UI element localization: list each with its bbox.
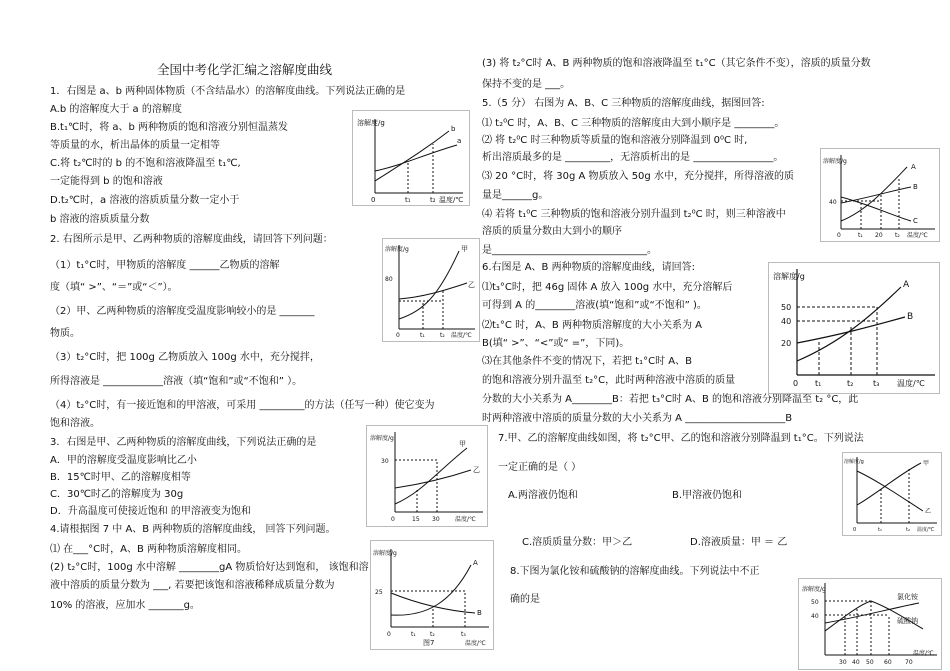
tick: t₁: [858, 232, 863, 239]
q3-option-c: C．30℃时乙的溶解度为 30g: [50, 489, 184, 500]
graph-q5-xlabel: 温度/℃: [907, 232, 928, 239]
q6-part1-cont: 可得到 A 的________溶液(填“饱和”或“不饱和” )。: [482, 300, 707, 311]
tick: 30: [381, 458, 389, 465]
tick: t₁: [411, 631, 416, 638]
series-label: C: [913, 217, 918, 225]
tick: t₁: [405, 196, 411, 204]
graph-q8-xlabel: 温度/℃: [913, 650, 934, 657]
series-label: 甲: [461, 245, 468, 253]
q5-part4-cont: 溶质的质量分数由大到小的顺序: [482, 226, 622, 237]
graph-q4: [370, 540, 494, 650]
graph-q5-ylabel: 溶解度/g: [823, 158, 847, 165]
graph-q8-ylabel: 溶解度/g: [802, 586, 826, 593]
q2-part1-cont: 度（填“ >”、“＝”或“＜”）。: [50, 282, 178, 293]
tick: t₃: [461, 631, 466, 638]
q7-option-b: B.甲溶液仍饱和: [672, 490, 743, 501]
q6-part3: ⑶在其他条件不变的情况下，若把 t₁°C时 A、B: [482, 356, 692, 367]
q6-part2-cont: B(填“ >”、“<”或“ =”，下同)。: [482, 338, 630, 349]
tick: 0: [793, 379, 799, 388]
graph-q4-xlabel: 温度/℃: [465, 640, 486, 647]
graph-q3-xlabel: 温度/℃: [455, 516, 476, 523]
graph-q1: [352, 110, 470, 206]
graph-q7: [842, 452, 942, 536]
tick: t₃: [873, 379, 880, 388]
graph-q8: [798, 578, 942, 670]
q7-stem-cont: 一定正确的是（ ）: [498, 462, 582, 473]
q1-option-c-cont: 一定能得到 b 的饱和溶液: [50, 176, 163, 187]
q2-stem: 2. 右图所示是甲、乙两种物质的溶解度曲线，请回答下列问题：: [50, 234, 333, 245]
q3-option-a: A．甲的溶解度受温度影响比乙小: [50, 455, 197, 466]
q4-part3-cont: 保持不变的是 ___。: [482, 79, 571, 90]
graph-q7-xlabel: 温度/℃: [917, 527, 935, 533]
graph-q3: [366, 425, 488, 527]
tick: 40: [781, 317, 792, 326]
tick: 0: [387, 631, 391, 638]
q5-part3-cont: 量是______g。: [482, 190, 549, 201]
q8-stem: 8.下图为氯化铵和硫酸钠的溶解度曲线。下列说法中不正: [510, 566, 760, 577]
q2-part4: （4）t₂°C时，有一接近饱和的甲溶液，可采用 _________的方法（任写一种）使它变为: [50, 400, 435, 411]
q5-stem: 5.（5 分） 右图为 A、B、C 三种物质的溶解度曲线，据图回答:: [482, 98, 765, 109]
series-label: a: [457, 137, 462, 145]
q4-part2: (2) t₂°C时，100g 水中溶解 ________gA 物质恰好达到饱和， 该饱和溶: [50, 562, 369, 573]
q1-option-c: C.将 t₂℃时的 b 的不饱和溶液降温至 t₁℃,: [50, 158, 241, 169]
series-label: 乙: [473, 466, 480, 474]
q5-part4: ⑷ 若将 t₁⁰C 三种物质的饱和溶液分别升温到 t₂⁰C 时，则三种溶液中: [482, 209, 786, 220]
q2-part2: （2）甲、乙两种物质的溶解度受温度影响较小的是 _______: [50, 306, 315, 317]
tick: 20: [875, 232, 883, 239]
series-label: 乙: [925, 508, 932, 515]
tick: 25: [375, 589, 383, 596]
tick: t₂: [895, 232, 900, 239]
graph-q6: [768, 262, 940, 394]
tick: t₂: [440, 332, 445, 339]
tick: 50: [866, 659, 874, 666]
series-label: 乙: [468, 281, 475, 289]
graph-q2-ylabel: 溶解度/g: [385, 246, 409, 253]
q1-option-b-cont: 等质量的水，析出晶体的质量一定相等: [50, 140, 220, 151]
series-label: B: [913, 183, 918, 191]
q7-option-a: A.两溶液仍饱和: [508, 490, 578, 501]
graph-q2: [382, 238, 480, 342]
tick: 50: [781, 303, 792, 312]
tick: 0: [396, 332, 400, 339]
tick: t₂: [847, 379, 854, 388]
tick: 15: [412, 516, 420, 523]
q3-option-d: D．升高温度可使接近饱和 的甲溶液变为饱和: [50, 506, 251, 517]
q2-part3-cont: 所得溶液是 ____________溶液（填“饱和”或“不饱和” ）。: [50, 376, 303, 387]
q1-option-b: B.t₁℃时，将 a、b 两种物质的饱和溶液分别恒温蒸发: [50, 122, 289, 133]
series-label: b: [451, 125, 456, 133]
q4-part1: ⑴ 在___°C时，A、B 两种物质溶解度相同。: [50, 544, 248, 555]
q5-part1: ⑴ t₂⁰C 时，A、B、C 三种物质的溶解度由大到小顺序是 ________。: [482, 118, 785, 129]
tick: 0: [391, 516, 395, 523]
q6-part2: ⑵t₁°C 时，A、B 两种物质溶解度的大小关系为 A: [482, 320, 702, 331]
q6-part3-cont2: 分数的大小关系为 A________B：若把 t₃°C时 A、B 的饱和溶液分别降温至 t₂ °C，此: [482, 394, 859, 405]
graph-q3-ylabel: 溶解度/g: [370, 435, 394, 442]
q2-part4-cont: 饱和溶液。: [50, 418, 100, 429]
q2-part3: （3）t₂°C时，把 100g 乙物质放入 100g 水中，充分搅拌，: [50, 352, 320, 363]
q1-option-d: D.t₂℃时，a 溶液的溶质质量分数一定小于: [50, 195, 240, 206]
q3-stem: 3．右图是甲、乙两种物质的溶解度曲线，下列说法正确的是: [50, 437, 317, 448]
q5-part2-cont: 析出溶质最多的是 _________，无溶质析出的是 ________________。: [482, 152, 784, 163]
q8-stem-cont: 确的是: [510, 594, 540, 605]
graph-q7-ylabel: 溶解度/g: [844, 459, 864, 465]
series-label: B: [477, 609, 482, 617]
series-label: B: [907, 312, 914, 322]
series-label: A: [911, 163, 916, 171]
graph-q6-xlabel: 温度/℃: [897, 379, 925, 388]
series-label: 氯化铵: [897, 593, 918, 601]
series-label: 甲: [459, 440, 466, 448]
tick: 30: [839, 659, 847, 666]
q6-stem: 6.右图是 A、B 两种物质的溶解度曲线，请回答:: [482, 262, 695, 273]
tick: 0: [853, 527, 857, 533]
tick: 50: [811, 599, 819, 606]
q6-part3-cont: 的饱和溶液分别升温至 t₂°C，此时两种溶液中溶质的质量: [482, 375, 736, 386]
series-label: 甲: [923, 460, 930, 467]
q1-option-a: A.b 的溶解度大于 a 的溶解度: [50, 104, 182, 115]
tick: t₁: [420, 332, 425, 339]
q6-part1: ⑴t₃°C时，把 46g 固体 A 放入 100g 水中，充分溶解后: [482, 282, 733, 293]
page-title: 全国中考化学汇编之溶解度曲线: [157, 62, 333, 77]
q7-option-c: C.溶质质量分数：甲＞乙: [522, 537, 633, 548]
q6-part3-cont3: 时两种溶液中溶质的质量分数的大小关系为 A ____________________B: [482, 413, 793, 424]
tick: 40: [811, 613, 819, 620]
tick: 70: [905, 659, 913, 666]
series-label: 硫酸钠: [897, 617, 918, 625]
q4-part3: (3) 将 t₂°C时 A、B 两种物质的饱和溶液降温至 t₁°C（其它条件不变），溶质的质量分数: [482, 58, 871, 69]
q5-part2: ⑵ 将 t₂⁰C 时三种物质等质量的饱和溶液分别降温到 0⁰C 时,: [482, 135, 748, 146]
tick: t₂: [430, 631, 435, 638]
tick: t₂: [430, 196, 436, 204]
series-label: A: [473, 559, 478, 567]
q4-stem: 4.请根据图 7 中 A、B 两种物质的溶解度曲线， 回答下列问题。: [50, 524, 336, 535]
q7-option-d: D.溶液质量：甲 ＝ 乙: [690, 537, 788, 548]
tick: 0: [837, 232, 841, 239]
graph-q6-ylabel: 溶解度/g: [773, 272, 805, 281]
q1-stem: 1．右图是 a、b 两种固体物质（不含结晶水）的溶解度曲线。下列说法正确的是: [50, 86, 406, 97]
q1-option-d-cont: b 溶液的溶质质量分数: [50, 214, 150, 225]
tick: 30: [432, 516, 440, 523]
tick: 40: [829, 199, 837, 206]
graph-q5: [820, 148, 940, 242]
tick: t₁: [815, 379, 822, 388]
q2-part1: （1）t₁°C时，甲物质的溶解度 ______乙物质的溶解: [50, 260, 280, 271]
tick: 80: [385, 276, 393, 283]
q3-option-b: B．15℃时甲、乙的溶解度相等: [50, 472, 191, 483]
tick: 0: [371, 196, 376, 204]
graph-q4-caption: 图7: [423, 639, 435, 647]
graph-q4-ylabel: 溶解度/g: [373, 550, 397, 557]
graph-q1-ylabel: 溶解度/g: [357, 119, 385, 127]
q5-part3: ⑶ 20 °C时，将 30g A 物质放入 50g 水中，充分搅拌，所得溶液的质: [482, 171, 794, 182]
tick: 60: [884, 659, 892, 666]
tick: 20: [781, 339, 792, 348]
q4-part2-cont2: 10% 的溶液，应加水 _______g。: [50, 600, 200, 611]
q7-stem: 7.甲、乙的溶解度曲线如图，将 t₂°C甲、乙的饱和溶液分别降温到 t₁°C。下列说法: [498, 433, 864, 444]
q4-part2-cont: 液中溶质的质量分数为 ___, 若要把该饱和溶液稀释成质量分数为: [50, 580, 335, 591]
graph-q1-xlabel: 温度/℃: [439, 196, 464, 204]
tick: t₂: [906, 527, 910, 533]
series-label: A: [903, 280, 910, 290]
graph-q2-xlabel: 温度/℃: [451, 332, 472, 339]
tick: 40: [852, 659, 860, 666]
q2-part2-cont: 物质。: [50, 328, 80, 339]
q5-part4-cont2: 是_______________________________。: [482, 245, 657, 256]
tick: t₁: [878, 527, 882, 533]
